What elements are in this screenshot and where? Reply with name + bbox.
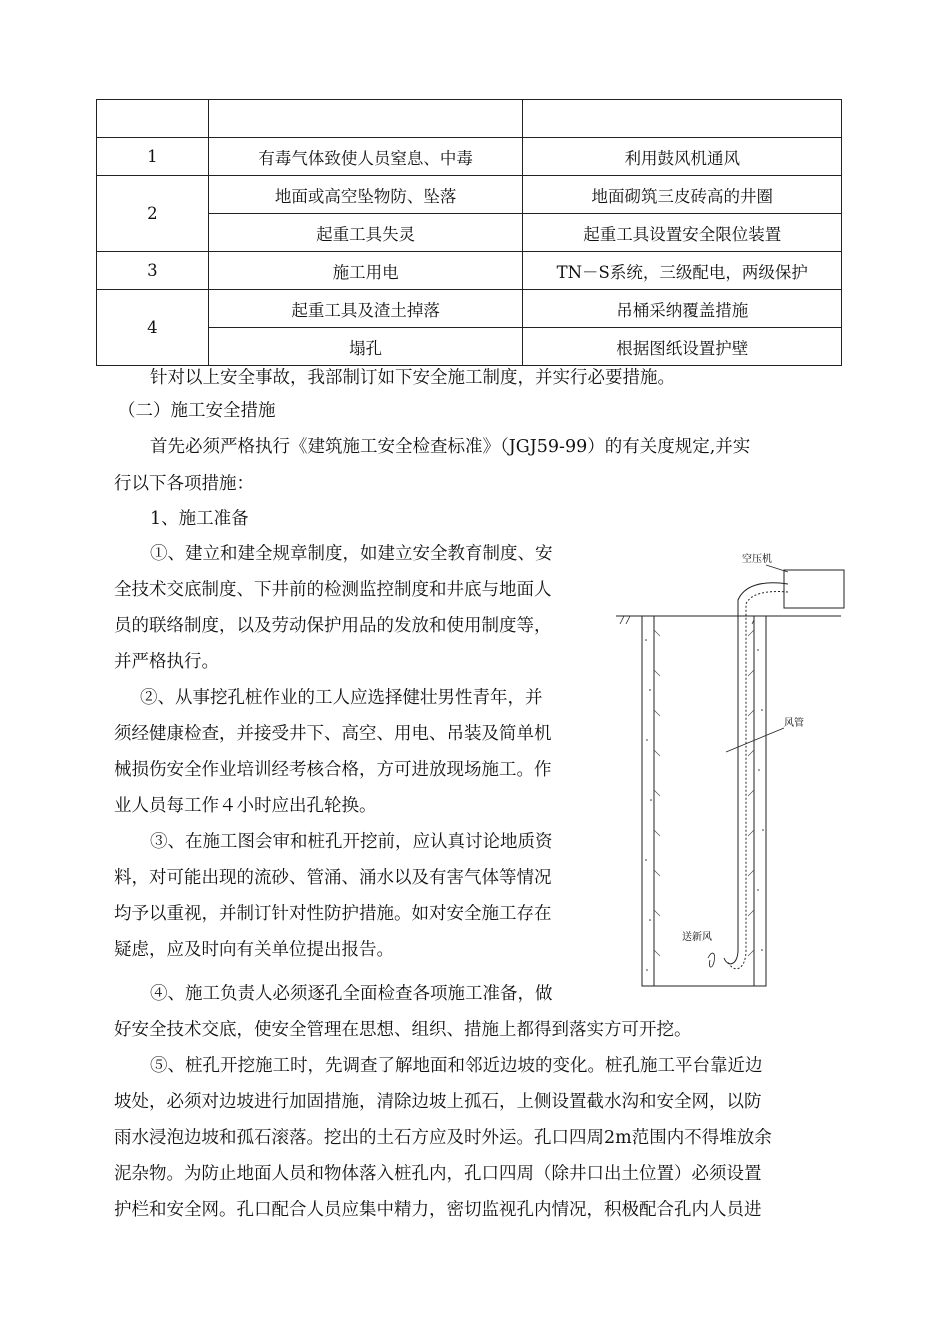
paragraph-line: 械损伤安全作业培训经考核合格，方可进放现场施工。作 (114, 760, 552, 780)
concrete-dots (645, 639, 764, 971)
row-number: 1 (97, 138, 209, 176)
air-compressor-box (784, 570, 844, 608)
paragraph-line: ⑤、桩孔开挖施工时，先调查了解地面和邻近边坡的变化。桩孔施工平台靠近边 (150, 1056, 763, 1076)
paragraph-line: 并严格执行。 (114, 652, 219, 672)
intro-paragraph: 针对以上安全事故，我部制订如下安全施工制度，并实行必要措施。 (150, 368, 675, 388)
airflow-arrow (708, 953, 715, 967)
wall-liner-segments (654, 630, 754, 956)
compressor-leader (766, 565, 788, 572)
hazard-cell: 起重工具失灵 (208, 214, 523, 252)
hazard-table (96, 99, 842, 366)
hazard-cell: 塌孔 (208, 328, 523, 366)
paragraph-line: 雨水浸泡边坡和孤石滚落。挖出的土石方应及时外运。孔口四周2m范围内不得堆放余 (114, 1128, 772, 1148)
paragraph-line: 业人员每工作４小时应出孔轮换。 (114, 796, 377, 816)
section-heading: （二）施工安全措施 (118, 401, 276, 421)
paragraph-line: ④、施工负责人必须逐孔全面检查各项施工准备，做 (150, 984, 553, 1004)
paragraph-line: 护栏和安全网。孔口配合人员应集中精力，密切监视孔内情况，积极配合孔内人员进 (114, 1200, 762, 1220)
table-row (97, 328, 842, 366)
paragraph-line: 须经健康检查，并接受井下、高空、用电、吊装及简单机 (114, 724, 552, 744)
paragraph-line: 料，对可能出现的流砂、管涌、涌水以及有害气体等情况 (114, 868, 552, 888)
paragraph-line: 好安全技术交底，使安全管理在思想、组织、措施上都得到落实方可开挖。 (114, 1020, 692, 1040)
pile-ventilation-diagram (616, 540, 846, 1002)
row-number: 3 (97, 252, 209, 290)
measure-cell: TN－S系统，三级配电，两级保护 (523, 252, 842, 290)
paragraph-line: ②、从事挖孔桩作业的工人应选择健壮男性青年，并 (140, 688, 543, 708)
paragraph-line: ③、在施工图会审和桩孔开挖前，应认真讨论地质资 (150, 832, 553, 852)
paragraph-line: 首先必须严格执行《建筑施工安全检查标准》（JGJ59-99）的有关度规定,并实 (150, 437, 751, 457)
paragraph-line: 疑虑，应及时向有关单位提出报告。 (114, 940, 394, 960)
paragraph-line: 行以下各项措施： (114, 474, 254, 494)
paragraph-line: 坡处，必须对边坡进行加固措施，清除边坡上孤石，上侧设置截水沟和安全网，以防 (114, 1092, 762, 1112)
paragraph-line: 均予以重视，并制订针对性防护措施。如对安全施工存在 (114, 904, 552, 924)
measure-cell: 地面砌筑三皮砖高的井圈 (523, 176, 842, 214)
fresh-air-label: 送新风 (682, 932, 712, 943)
measure-cell: 根据图纸设置护壁 (523, 328, 842, 366)
duct-label: 风管 (784, 718, 804, 729)
table-header-cell (208, 100, 523, 138)
left-wall (642, 616, 654, 986)
measure-cell: 吊桶采纳覆盖措施 (523, 290, 842, 328)
table-row (97, 214, 842, 252)
hazard-cell: 施工用电 (208, 252, 523, 290)
paragraph-line: 泥杂物。为防止地面人员和物体落入桩孔内，孔口四周（除井口出土位置）必须设置 (114, 1164, 762, 1184)
hazard-cell: 地面或高空坠物防、坠落 (208, 176, 523, 214)
table-row (97, 176, 842, 214)
table-header-cell (523, 100, 842, 138)
ground-hatch (620, 616, 762, 624)
table-header-row (97, 100, 842, 138)
table-header-cell (97, 100, 209, 138)
compressor-label: 空压机 (742, 554, 772, 565)
measure-cell: 起重工具设置安全限位装置 (523, 214, 842, 252)
paragraph-line: 员的联络制度，以及劳动保护用品的发放和使用制度等， (114, 616, 552, 636)
subheading: 1、施工准备 (150, 509, 249, 529)
row-number: 2 (97, 176, 209, 252)
paragraph-line: ①、建立和建全规章制度，如建立安全教育制度、安 (150, 544, 553, 564)
table-row (97, 252, 842, 290)
measure-cell: 利用鼓风机通风 (523, 138, 842, 176)
right-wall (754, 616, 766, 986)
hazard-cell: 有毒气体致使人员窒息、中毒 (208, 138, 523, 176)
hazard-cell: 起重工具及渣土掉落 (208, 290, 523, 328)
row-number: 4 (97, 290, 209, 366)
table-row (97, 290, 842, 328)
table-row (97, 138, 842, 176)
paragraph-line: 全技术交底制度、下井前的检测监控制度和井底与地面人 (114, 580, 552, 600)
